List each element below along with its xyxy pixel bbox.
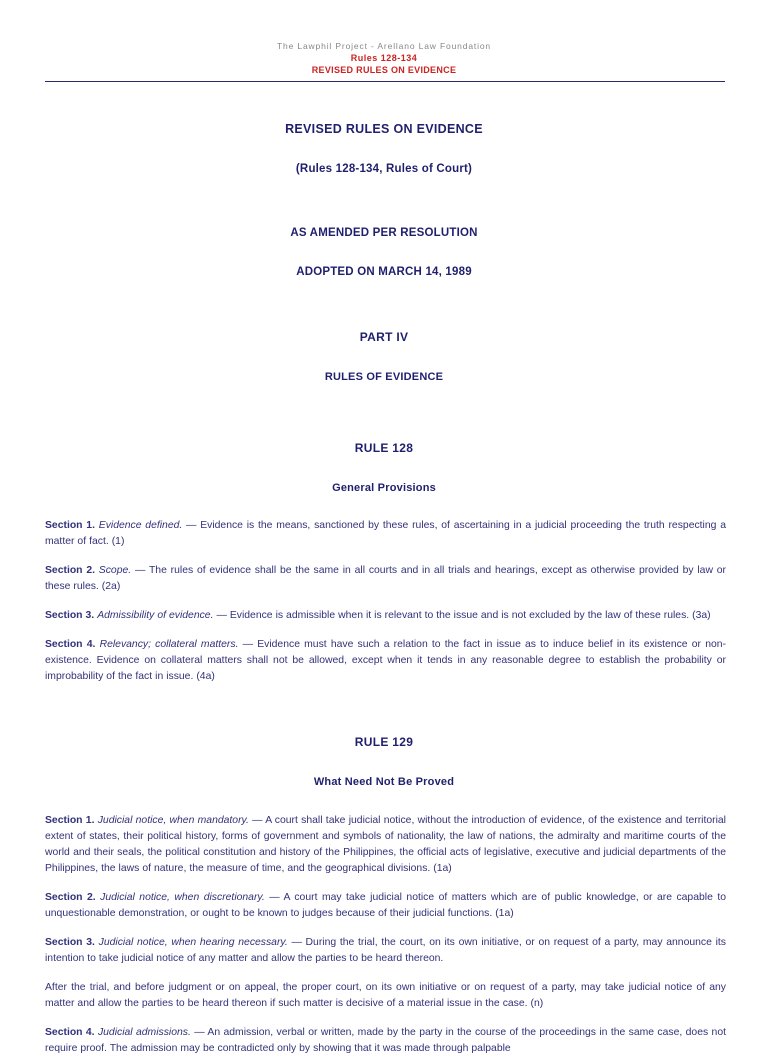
part-title: RULES OF EVIDENCE — [324, 371, 444, 383]
rule128-section-3 — [45, 608, 726, 624]
section-body: — A court may take judicial notice of matters which are of public knowledge, or are capable to unquestionable demonstration, or ought to be known to judges because of their judicial functions. (1a) — [45, 892, 727, 919]
spacer — [0, 239, 768, 266]
spacer — [0, 344, 768, 371]
section-body: — A court shall take judicial notice, without the introduction of evidence, of the existence and territorial extent of states, their political history, forms of government and symbols of nationality, the law of nations, the admiralty and maritime courts of the world and their seals, the political constitution and history of the Philippines, the official acts of legislative, executive and judicial departments of the Philippines, the laws of nature, the measure of time, and the geographical divisions. (1a) — [45, 815, 726, 874]
section-label: Section 2. — [45, 565, 95, 576]
section-title: Judicial notice, when mandatory. — [97, 815, 249, 826]
document-title-block — [0, 122, 768, 175]
section-label: Section 3. — [45, 610, 95, 621]
document-subtitle: (Rules 128-134, Rules of Court) — [295, 163, 473, 175]
spacer — [0, 749, 768, 776]
section-label: Section 4. — [45, 1027, 95, 1038]
rule129-section-3 — [45, 935, 726, 967]
masthead-project-line: The Lawphil Project - Arellano Law Foundation — [276, 41, 492, 51]
rule129-section-4 — [45, 1025, 726, 1057]
section-body: — Evidence must have such a relation to the fact in issue as to induce belief in its existence or non-existence. Evidence on collateral matters shall not be allowed, except when it tends in any reasonable degree to establish the probability or improbability of the fact in issue. (4a) — [45, 639, 726, 682]
spacer — [0, 175, 768, 227]
section-title: Judicial notice, when discretionary. — [100, 892, 265, 903]
spacer — [0, 685, 768, 735]
section-label: Section 2. — [45, 892, 96, 903]
spacer — [0, 82, 768, 122]
section-title: Scope. — [98, 565, 132, 576]
rule-128-label: RULE 128 — [354, 441, 414, 455]
rule-129-title: What Need Not Be Proved — [313, 776, 455, 788]
amendment-line-1: AS AMENDED PER RESOLUTION — [290, 227, 478, 239]
rule128-section-4 — [45, 637, 726, 685]
rule128-section-2 — [45, 563, 726, 595]
rule-128-title: General Provisions — [332, 482, 436, 494]
rule-129-heading-block — [0, 735, 768, 788]
section-title: Relevancy; collateral matters. — [99, 639, 239, 650]
rule129-section-2 — [45, 890, 726, 922]
masthead-title-line: REVISED RULES ON EVIDENCE — [311, 65, 457, 75]
rule-129-label: RULE 129 — [354, 735, 414, 749]
section-body: — During the trial, the court, on its own initiative, or on request of a party, may announce its intention to take judicial notice of any matter and allow the parties to be heard thereon. — [45, 937, 726, 964]
amendment-block — [0, 227, 768, 278]
rule-129-body — [0, 813, 768, 1057]
section-title: Judicial notice, when hearing necessary. — [98, 937, 288, 948]
amendment-line-2: ADOPTED ON MARCH 14, 1989 — [296, 266, 472, 278]
section-title: Evidence defined. — [98, 520, 183, 531]
rule-128-body — [0, 518, 768, 685]
section-label: Section 1. — [45, 815, 95, 826]
rule128-section-1 — [45, 518, 726, 550]
section-body: — An admission, verbal or written, made by the party in the course of the proceedings in the same case, does not require proof. The admission may be contradicted only by showing that it was made through palpable — [45, 1027, 726, 1054]
rule129-section-1 — [45, 813, 726, 877]
section-title: Admissibility of evidence. — [97, 610, 214, 621]
section-label: Section 3. — [45, 937, 95, 948]
section-body: — The rules of evidence shall be the same in all courts and in all trials and hearings, except as otherwise provided by law or these rules. (2a) — [45, 565, 726, 592]
spacer — [0, 455, 768, 482]
masthead-rules-line: Rules 128-134 — [350, 53, 418, 63]
section-label: Section 4. — [45, 639, 96, 650]
spacer — [0, 136, 768, 163]
part-block — [0, 330, 768, 383]
section-label: Section 1. — [45, 520, 95, 531]
spacer — [0, 383, 768, 441]
rule129-section-3-continuation: After the trial, and before judgment or on appeal, the proper court, on its own initiative or on request of a party, may take judicial notice of any matter and allow the parties to be heard thereon if such matter is decisive of a material issue in the case. (n) — [45, 982, 726, 1009]
masthead — [0, 0, 768, 76]
page-title: REVISED RULES ON EVIDENCE — [285, 122, 483, 136]
section-body: — Evidence is the means, sanctioned by these rules, of ascertaining in a judicial proceeding the truth respecting a matter of fact. (1) — [45, 520, 726, 547]
part-label: PART IV — [359, 330, 409, 344]
section-body: — Evidence is admissible when it is relevant to the issue and is not excluded by the law of these rules. (3a) — [213, 610, 711, 621]
spacer — [0, 278, 768, 330]
rule-128-heading-block — [0, 441, 768, 494]
spacer — [0, 788, 768, 813]
section-title: Judicial admissions. — [97, 1027, 191, 1038]
spacer — [0, 494, 768, 518]
